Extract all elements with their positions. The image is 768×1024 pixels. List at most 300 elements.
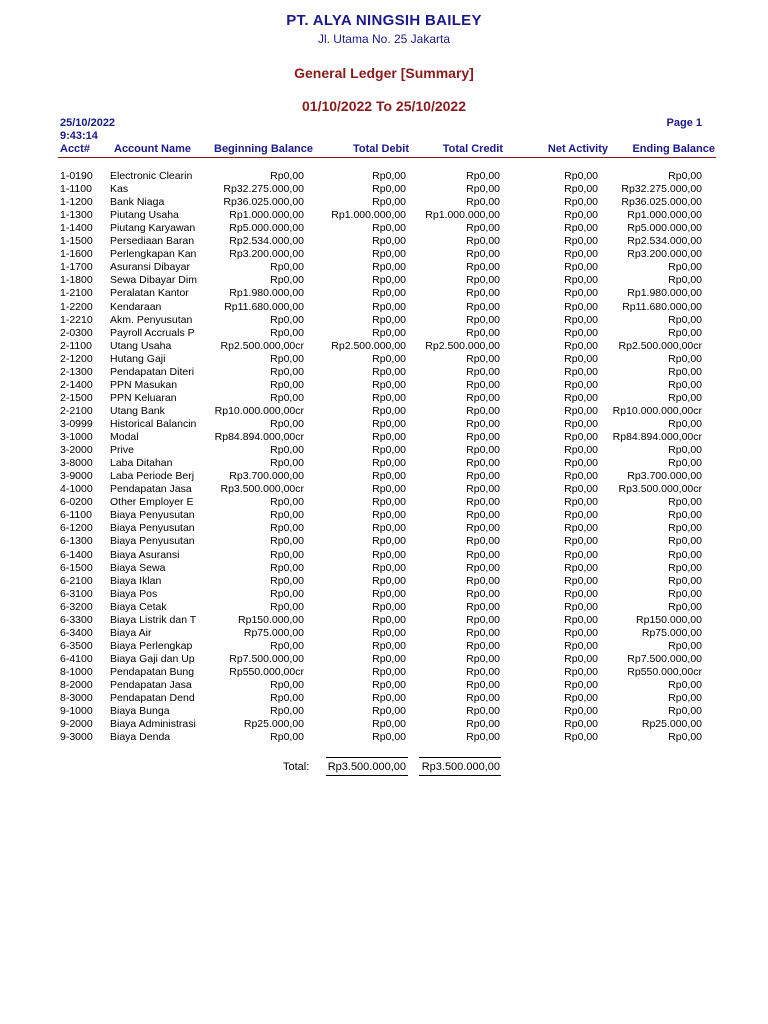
beginning-balance: Rp0,00: [270, 692, 304, 704]
report-title: General Ledger [Summary]: [294, 65, 474, 81]
account-name: Other Employer E: [110, 496, 194, 509]
totals-label: Total:: [283, 761, 310, 773]
table-row: [0, 418, 768, 431]
ending-balance: Rp0,00: [668, 587, 702, 600]
account-number: 1-1100: [60, 183, 92, 196]
report-period: 01/10/2022 To 25/10/2022: [302, 98, 466, 114]
beginning-balance: Rp7.500.000,00: [229, 652, 304, 665]
ending-balance: Rp84.894.000,00cr: [612, 431, 702, 443]
ending-balance: Rp0,00: [668, 444, 702, 457]
ending-balance: Rp0,00: [668, 705, 702, 718]
account-name: Sewa Dibayar Dim: [110, 274, 197, 287]
total-credit: Rp3.500.000,00: [421, 761, 500, 773]
account-name: Pendapatan Jasa: [110, 483, 192, 496]
net-activity: Rp0,00: [564, 731, 598, 744]
net-activity: Rp0,00: [564, 705, 598, 718]
total-debit: Rp0,00: [372, 352, 406, 365]
total-credit: Rp1.000.000,00: [425, 209, 500, 222]
table-row: [0, 327, 768, 340]
table-row: [0, 222, 768, 235]
net-activity: Rp0,00: [564, 391, 598, 404]
ending-balance: Rp550.000,00cr: [627, 665, 702, 678]
beginning-balance: Rp11.680.000,00: [224, 300, 304, 313]
ending-balance: Rp11.680.000,00: [622, 300, 702, 313]
account-number: 8-2000: [60, 679, 93, 691]
table-row: [0, 679, 768, 692]
ending-balance: Rp0,00: [668, 561, 702, 574]
table-row: [0, 575, 768, 588]
total-debit: Rp0,00: [372, 274, 406, 287]
beginning-balance: Rp36.025.000,00: [223, 196, 304, 209]
total-debit: Rp0,00: [372, 444, 406, 457]
account-number: 4-1000: [60, 483, 93, 496]
beginning-balance: Rp0,00: [270, 705, 304, 718]
account-number: 1-2200: [60, 300, 93, 313]
ending-balance: Rp0,00: [668, 457, 702, 470]
account-number: 2-1100: [60, 339, 92, 352]
total-credit-underline: [419, 775, 501, 776]
table-row: [0, 209, 768, 222]
total-credit: Rp0,00: [466, 300, 500, 313]
beginning-balance: Rp3.200.000,00: [229, 248, 304, 261]
net-activity: Rp0,00: [564, 300, 598, 313]
ending-balance: Rp1.000.000,00: [627, 209, 702, 222]
table-row: [0, 496, 768, 509]
total-debit: Rp3.500.000,00: [327, 761, 406, 773]
total-debit: Rp0,00: [372, 313, 406, 326]
account-number: 2-0300: [60, 326, 93, 339]
account-number: 8-3000: [60, 692, 93, 704]
total-debit: Rp0,00: [372, 535, 406, 548]
table-row: [0, 457, 768, 470]
net-activity: Rp0,00: [564, 365, 598, 378]
total-debit: Rp0,00: [372, 222, 406, 235]
net-activity: Rp0,00: [564, 613, 598, 626]
net-activity: Rp0,00: [564, 274, 598, 287]
account-name: Laba Periode Berj: [110, 470, 195, 483]
ending-balance: Rp10.000.000,00cr: [612, 404, 702, 417]
beginning-balance: Rp0,00: [270, 391, 304, 404]
total-debit-underline: [326, 775, 408, 776]
account-name: Kas: [110, 183, 129, 196]
total-credit: Rp0,00: [466, 391, 500, 404]
total-credit: Rp0,00: [466, 509, 500, 522]
account-name: Peralatan Kantor: [110, 287, 189, 300]
total-credit: Rp0,00: [466, 600, 500, 613]
account-name: Persediaan Baran: [110, 235, 195, 248]
total-credit: Rp0,00: [466, 274, 500, 287]
account-name: Laba Ditahan: [110, 457, 173, 470]
beginning-balance: Rp0,00: [270, 444, 304, 457]
table-row: [0, 392, 768, 405]
net-activity: Rp0,00: [564, 483, 598, 496]
total-debit: Rp0,00: [372, 470, 406, 483]
ending-balance: Rp2.534.000,00: [627, 235, 702, 248]
col-header-debit: Total Debit: [352, 143, 409, 155]
net-activity: Rp0,00: [564, 235, 598, 248]
table-row: [0, 314, 768, 327]
beginning-balance: Rp0,00: [270, 639, 304, 652]
net-activity: Rp0,00: [564, 261, 598, 274]
net-activity: Rp0,00: [564, 418, 598, 430]
net-activity: Rp0,00: [564, 183, 598, 196]
ending-balance: Rp0,00: [668, 548, 702, 561]
net-activity: Rp0,00: [564, 444, 598, 457]
total-credit: Rp2.500.000,00: [425, 339, 500, 352]
net-activity: Rp0,00: [564, 548, 598, 561]
total-credit: Rp0,00: [466, 483, 500, 496]
account-name: Bank Niaga: [110, 196, 165, 209]
total-credit: Rp0,00: [466, 261, 500, 274]
total-credit: Rp0,00: [466, 679, 500, 691]
total-credit: Rp0,00: [466, 548, 500, 561]
ending-balance: Rp3.200.000,00: [627, 248, 702, 261]
table-row: [0, 261, 768, 274]
ending-balance: Rp0,00: [668, 535, 702, 548]
page-number: Page 1: [666, 117, 702, 129]
net-activity: Rp0,00: [564, 313, 598, 326]
account-name: Biaya Perlengkap: [110, 639, 193, 652]
account-name: Biaya Air: [110, 626, 152, 639]
total-credit: Rp0,00: [466, 652, 500, 665]
table-row: [0, 731, 768, 744]
total-debit: Rp0,00: [372, 235, 406, 248]
beginning-balance: Rp25.000,00: [243, 718, 304, 731]
account-number: 1-1500: [60, 235, 93, 248]
total-credit: Rp0,00: [466, 705, 500, 718]
net-activity: Rp0,00: [564, 561, 598, 574]
total-debit: Rp0,00: [372, 326, 406, 339]
total-debit: Rp0,00: [372, 378, 406, 391]
table-row: [0, 301, 768, 314]
col-header-credit: Total Credit: [442, 143, 503, 155]
account-name: Biaya Bunga: [110, 705, 170, 718]
table-row: [0, 614, 768, 627]
ending-balance: Rp7.500.000,00: [627, 652, 702, 665]
total-debit: Rp0,00: [372, 600, 406, 613]
ending-balance: Rp0,00: [668, 679, 702, 691]
account-name: Biaya Penyusutan: [110, 535, 195, 548]
account-name: Hutang Gaji: [110, 352, 166, 365]
col-header-name: Account Name: [114, 143, 192, 155]
total-debit: Rp0,00: [372, 731, 406, 744]
total-debit: Rp0,00: [372, 391, 406, 404]
account-name: Biaya Denda: [110, 731, 171, 744]
account-number: 6-1300: [60, 535, 93, 548]
table-row: [0, 718, 768, 731]
total-debit: Rp0,00: [372, 652, 406, 665]
account-number: 6-1100: [60, 509, 92, 522]
net-activity: Rp0,00: [564, 535, 598, 548]
ending-balance: Rp0,00: [668, 261, 702, 274]
account-number: 3-2000: [60, 444, 93, 457]
total-debit: Rp0,00: [372, 705, 406, 718]
account-name: Biaya Pos: [110, 587, 158, 600]
ending-balance: Rp36.025.000,00: [621, 196, 702, 209]
total-debit: Rp0,00: [372, 639, 406, 652]
account-number: 1-1600: [60, 248, 93, 261]
table-row: [0, 366, 768, 379]
account-name: Biaya Iklan: [110, 574, 162, 587]
total-debit: Rp0,00: [372, 665, 406, 678]
account-name: Modal: [110, 431, 139, 443]
net-activity: Rp0,00: [564, 600, 598, 613]
table-row: [0, 705, 768, 718]
ending-balance: Rp5.000.000,00: [627, 222, 702, 235]
net-activity: Rp0,00: [564, 248, 598, 261]
total-credit: Rp0,00: [466, 222, 500, 235]
net-activity: Rp0,00: [564, 339, 598, 352]
total-credit: Rp0,00: [466, 444, 500, 457]
net-activity: Rp0,00: [564, 404, 598, 417]
beginning-balance: Rp0,00: [270, 365, 304, 378]
beginning-balance: Rp0,00: [270, 170, 304, 182]
print-date: 25/10/2022: [60, 117, 116, 129]
total-credit: Rp0,00: [466, 574, 500, 587]
beginning-balance: Rp0,00: [270, 535, 304, 548]
account-name: Akm. Penyusutan: [110, 313, 193, 326]
beginning-balance: Rp0,00: [270, 522, 304, 535]
total-credit: Rp0,00: [466, 587, 500, 600]
account-number: 6-1200: [60, 522, 93, 535]
account-number: 6-3100: [60, 587, 93, 600]
ending-balance: Rp0,00: [668, 326, 702, 339]
account-name: Utang Bank: [110, 404, 165, 417]
net-activity: Rp0,00: [564, 587, 598, 600]
ending-balance: Rp0,00: [668, 496, 702, 509]
total-debit: Rp0,00: [372, 183, 406, 196]
header-rule: [58, 157, 716, 158]
ending-balance: Rp0,00: [668, 639, 702, 652]
account-number: 9-1000: [60, 705, 93, 718]
total-credit: Rp0,00: [466, 718, 500, 731]
total-credit: Rp0,00: [466, 313, 500, 326]
total-debit: Rp0,00: [372, 287, 406, 300]
total-credit: Rp0,00: [466, 613, 500, 626]
beginning-balance: Rp0,00: [270, 679, 304, 691]
col-header-ending: Ending Balance: [632, 143, 715, 155]
beginning-balance: Rp0,00: [270, 574, 304, 587]
total-debit: Rp0,00: [372, 561, 406, 574]
total-credit: Rp0,00: [466, 457, 500, 470]
account-number: 2-1300: [60, 365, 93, 378]
print-time: 9:43:14: [60, 130, 98, 142]
ending-balance: Rp0,00: [668, 692, 702, 704]
col-header-acct: Acct#: [60, 143, 90, 155]
ending-balance: Rp0,00: [668, 574, 702, 587]
ending-balance: Rp0,00: [668, 418, 702, 430]
total-debit: Rp0,00: [372, 365, 406, 378]
ending-balance: Rp3.500.000,00cr: [618, 483, 702, 496]
table-row: [0, 692, 768, 705]
table-row: [0, 353, 768, 366]
ending-balance: Rp0,00: [668, 365, 702, 378]
total-debit: Rp0,00: [372, 457, 406, 470]
net-activity: Rp0,00: [564, 457, 598, 470]
net-activity: Rp0,00: [564, 652, 598, 665]
ending-balance: Rp0,00: [668, 274, 702, 287]
beginning-balance: Rp10.000.000,00cr: [214, 404, 304, 417]
table-row: [0, 640, 768, 653]
net-activity: Rp0,00: [564, 352, 598, 365]
table-row: [0, 287, 768, 300]
net-activity: Rp0,00: [564, 196, 598, 209]
beginning-balance: Rp0,00: [270, 600, 304, 613]
account-name: Biaya Penyusutan: [110, 509, 195, 522]
company-address: Jl. Utama No. 25 Jakarta: [317, 32, 451, 46]
total-debit: Rp0,00: [372, 496, 406, 509]
account-name: Electronic Clearin: [110, 170, 193, 182]
total-credit: Rp0,00: [466, 522, 500, 535]
account-name: Biaya Penyusutan: [110, 522, 195, 535]
beginning-balance: Rp0,00: [270, 548, 304, 561]
account-number: 2-1500: [60, 391, 93, 404]
total-debit: Rp0,00: [372, 509, 406, 522]
account-number: 1-1700: [60, 261, 93, 274]
table-row: [0, 588, 768, 601]
total-debit-line: [326, 757, 408, 758]
beginning-balance: Rp0,00: [270, 418, 304, 430]
total-credit: Rp0,00: [466, 665, 500, 678]
net-activity: Rp0,00: [564, 431, 598, 443]
total-credit: Rp0,00: [466, 235, 500, 248]
total-debit: Rp0,00: [372, 170, 406, 182]
account-name: Biaya Administrasi: [110, 718, 196, 731]
account-number: 8-1000: [60, 665, 93, 678]
total-credit: Rp0,00: [466, 404, 500, 417]
account-number: 6-2100: [60, 574, 93, 587]
beginning-balance: Rp0,00: [270, 587, 304, 600]
total-credit: Rp0,00: [466, 418, 500, 430]
net-activity: Rp0,00: [564, 574, 598, 587]
beginning-balance: Rp3.700.000,00: [229, 470, 304, 483]
beginning-balance: Rp1.980.000,00: [229, 287, 304, 300]
account-number: 6-3500: [60, 639, 93, 652]
company-name: PT. ALYA NINGSIH BAILEY: [286, 12, 482, 29]
account-name: Pendapatan Jasa: [110, 679, 192, 691]
beginning-balance: Rp0,00: [270, 326, 304, 339]
total-credit: Rp0,00: [466, 535, 500, 548]
col-header-beginning: Beginning Balance: [214, 143, 314, 155]
net-activity: Rp0,00: [564, 326, 598, 339]
total-credit-line: [419, 757, 501, 758]
table-row: [0, 535, 768, 548]
table-row: [0, 379, 768, 392]
account-number: 1-1400: [60, 222, 93, 235]
total-debit: Rp1.000.000,00: [331, 209, 406, 222]
account-name: Biaya Cetak: [110, 600, 167, 613]
total-debit: Rp0,00: [372, 248, 406, 261]
ending-balance: Rp3.700.000,00: [627, 470, 702, 483]
net-activity: Rp0,00: [564, 496, 598, 509]
total-debit: Rp0,00: [372, 587, 406, 600]
account-number: 6-3400: [60, 626, 93, 639]
account-number: 3-1000: [60, 431, 93, 443]
beginning-balance: Rp0,00: [270, 313, 304, 326]
account-name: Biaya Listrik dan T: [110, 613, 197, 626]
beginning-balance: Rp0,00: [270, 261, 304, 274]
ending-balance: Rp0,00: [668, 600, 702, 613]
total-credit: Rp0,00: [466, 470, 500, 483]
total-credit: Rp0,00: [466, 431, 500, 443]
account-name: PPN Keluaran: [110, 391, 177, 404]
account-name: Pendapatan Bung: [110, 665, 195, 678]
beginning-balance: Rp0,00: [270, 509, 304, 522]
ending-balance: Rp0,00: [668, 391, 702, 404]
table-row: [0, 170, 768, 183]
total-credit: Rp0,00: [466, 692, 500, 704]
account-name: Pendapatan Diteri: [110, 365, 195, 378]
account-number: 6-3200: [60, 600, 93, 613]
table-row: [0, 196, 768, 209]
account-number: 2-1400: [60, 378, 93, 391]
beginning-balance: Rp3.500.000,00cr: [220, 483, 304, 496]
account-name: Piutang Usaha: [110, 209, 179, 222]
ending-balance: Rp0,00: [668, 170, 702, 182]
net-activity: Rp0,00: [564, 665, 598, 678]
net-activity: Rp0,00: [564, 679, 598, 691]
net-activity: Rp0,00: [564, 209, 598, 222]
account-name: Piutang Karyawan: [110, 222, 196, 235]
net-activity: Rp0,00: [564, 639, 598, 652]
ending-balance: Rp2.500.000,00cr: [618, 339, 702, 352]
beginning-balance: Rp0,00: [270, 378, 304, 391]
table-row: [0, 183, 768, 196]
account-name: Historical Balancin: [110, 418, 197, 430]
table-row: [0, 666, 768, 679]
table-row: [0, 509, 768, 522]
account-number: 1-1300: [60, 209, 93, 222]
account-number: 1-2100: [60, 287, 93, 300]
total-debit: Rp0,00: [372, 483, 406, 496]
table-row: [0, 248, 768, 261]
total-debit: Rp0,00: [372, 196, 406, 209]
account-number: 1-1800: [60, 274, 93, 287]
account-number: 6-3300: [60, 613, 93, 626]
account-number: 6-0200: [60, 496, 93, 509]
beginning-balance: Rp0,00: [270, 352, 304, 365]
ending-balance: Rp0,00: [668, 522, 702, 535]
table-row: [0, 562, 768, 575]
total-credit: Rp0,00: [466, 170, 500, 182]
total-credit: Rp0,00: [466, 248, 500, 261]
beginning-balance: Rp5.000.000,00: [229, 222, 304, 235]
total-debit: Rp0,00: [372, 613, 406, 626]
total-credit: Rp0,00: [466, 626, 500, 639]
total-debit: Rp0,00: [372, 626, 406, 639]
beginning-balance: Rp2.500.000,00cr: [220, 339, 304, 352]
table-row: [0, 483, 768, 496]
account-name: Kendaraan: [110, 300, 162, 313]
account-name: Utang Usaha: [110, 339, 172, 352]
total-debit: Rp0,00: [372, 261, 406, 274]
total-credit: Rp0,00: [466, 196, 500, 209]
account-name: Payroll Accruals P: [110, 326, 195, 339]
total-credit: Rp0,00: [466, 378, 500, 391]
table-row: [0, 601, 768, 614]
table-row: [0, 340, 768, 353]
account-name: Biaya Gaji dan Up: [110, 652, 195, 665]
table-row: [0, 444, 768, 457]
account-number: 9-3000: [60, 731, 93, 744]
account-name: Prive: [110, 444, 134, 457]
total-credit: Rp0,00: [466, 287, 500, 300]
ending-balance: Rp0,00: [668, 509, 702, 522]
total-debit: Rp0,00: [372, 418, 406, 430]
total-credit: Rp0,00: [466, 365, 500, 378]
account-number: 6-1400: [60, 548, 93, 561]
account-number: 2-2100: [60, 404, 93, 417]
